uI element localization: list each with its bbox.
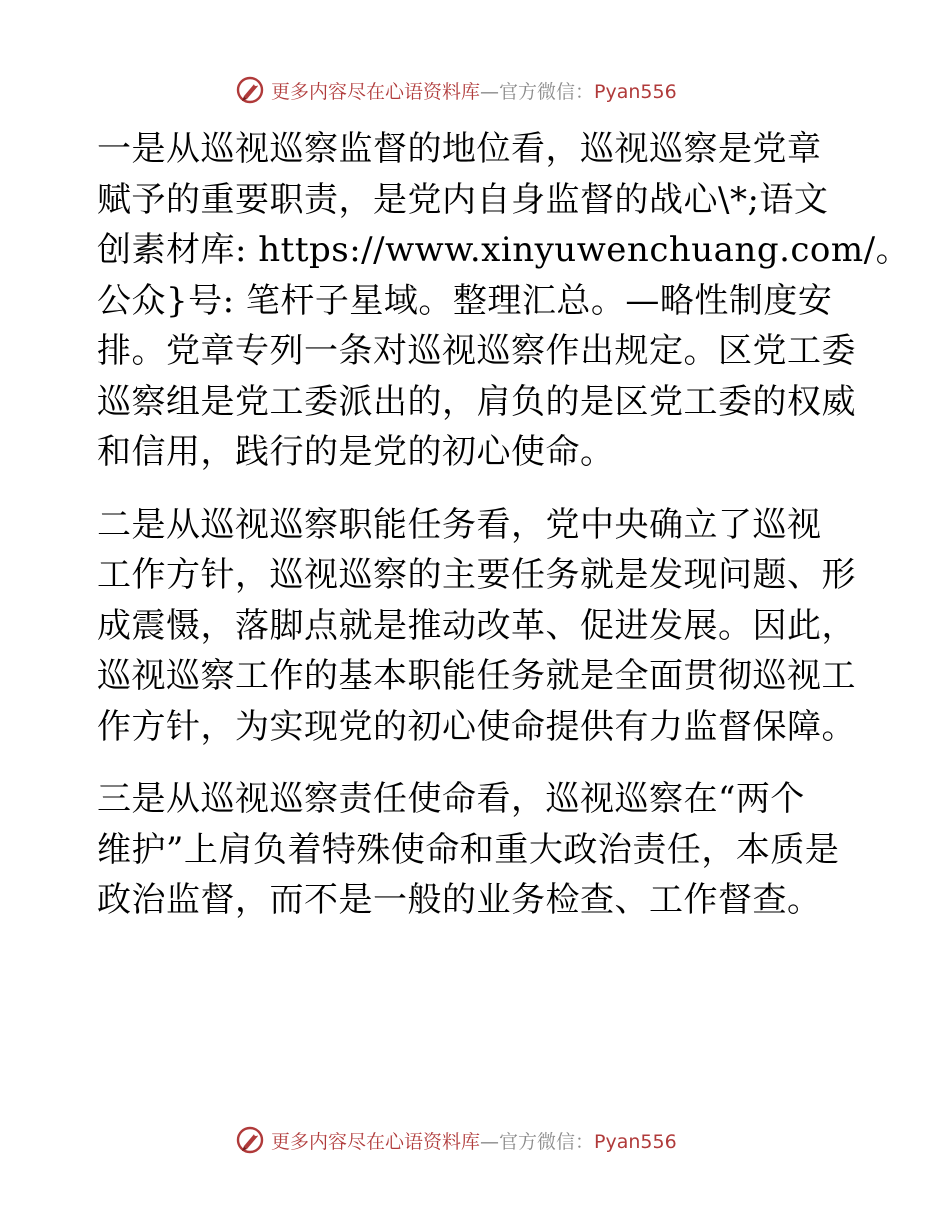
- header-banner-title: 更多内容尽在心语资料库: [271, 80, 481, 103]
- paragraph-line: 巡视巡察工作的基本职能任务就是全面贯彻巡视工: [97, 656, 856, 696]
- paragraph-line: 政治监督，而不是一般的业务检查、工作督查。: [97, 880, 822, 920]
- footer-banner: [235, 1120, 755, 1160]
- header-banner: [235, 70, 755, 110]
- paragraph-line: 工作方针，巡视巡察的主要任务就是发现问题、形: [97, 555, 856, 595]
- paragraph-line: 赋予的重要职责，是党内自身监督的战心\*;语文: [97, 179, 829, 220]
- header-banner-dash: —: [480, 80, 500, 103]
- paragraph-line: 维护”上肩负着特殊使命和重大政治责任，本质是: [97, 829, 840, 870]
- paragraph-line: 成震慑，落脚点就是推动改革、促进发展。因此，: [97, 605, 856, 646]
- paragraph-line: 巡察组是党工委派出的，肩负的是区党工委的权威: [97, 381, 856, 422]
- paragraph-line: 三是从巡视巡察责任使命看，巡视巡察在“两个: [97, 779, 805, 819]
- footer-wechat-label: 官方微信：: [499, 1130, 595, 1153]
- paragraph-1: [97, 124, 911, 478]
- pen-logo-icon: [235, 1125, 265, 1155]
- header-wechat-handle: Pyan556: [594, 80, 677, 103]
- paragraph-2: [97, 500, 857, 753]
- footer-banner-dash: —: [480, 1130, 500, 1153]
- paragraph-line: 排。党章专列一条对巡视巡察作出规定。区党工委: [97, 331, 856, 371]
- header-banner-text: [271, 77, 677, 104]
- paragraph-line: 作方针，为实现党的初心使命提供有力监督保障。: [97, 706, 856, 747]
- paragraph-line: 二是从巡视巡察职能任务看，党中央确立了巡视: [97, 504, 822, 545]
- paragraph-line: 公众}号: 笔杆子星域。整理汇总。—略性制度安: [97, 280, 833, 321]
- footer-wechat-handle: Pyan556: [594, 1130, 677, 1153]
- document-body: [97, 124, 911, 948]
- pen-logo-icon: [235, 75, 265, 105]
- paragraph-3: [97, 774, 857, 926]
- paragraph-line: 创素材库: https://www.xinyuwenchuang.com/。: [97, 230, 911, 270]
- paragraph-line: 一是从巡视巡察监督的地位看，巡视巡察是党章: [97, 129, 822, 169]
- header-wechat-label: 官方微信：: [499, 80, 595, 103]
- footer-banner-text: [271, 1127, 677, 1154]
- paragraph-line: 和信用，践行的是党的初心使命。: [97, 432, 615, 472]
- footer-banner-title: 更多内容尽在心语资料库: [271, 1130, 481, 1153]
